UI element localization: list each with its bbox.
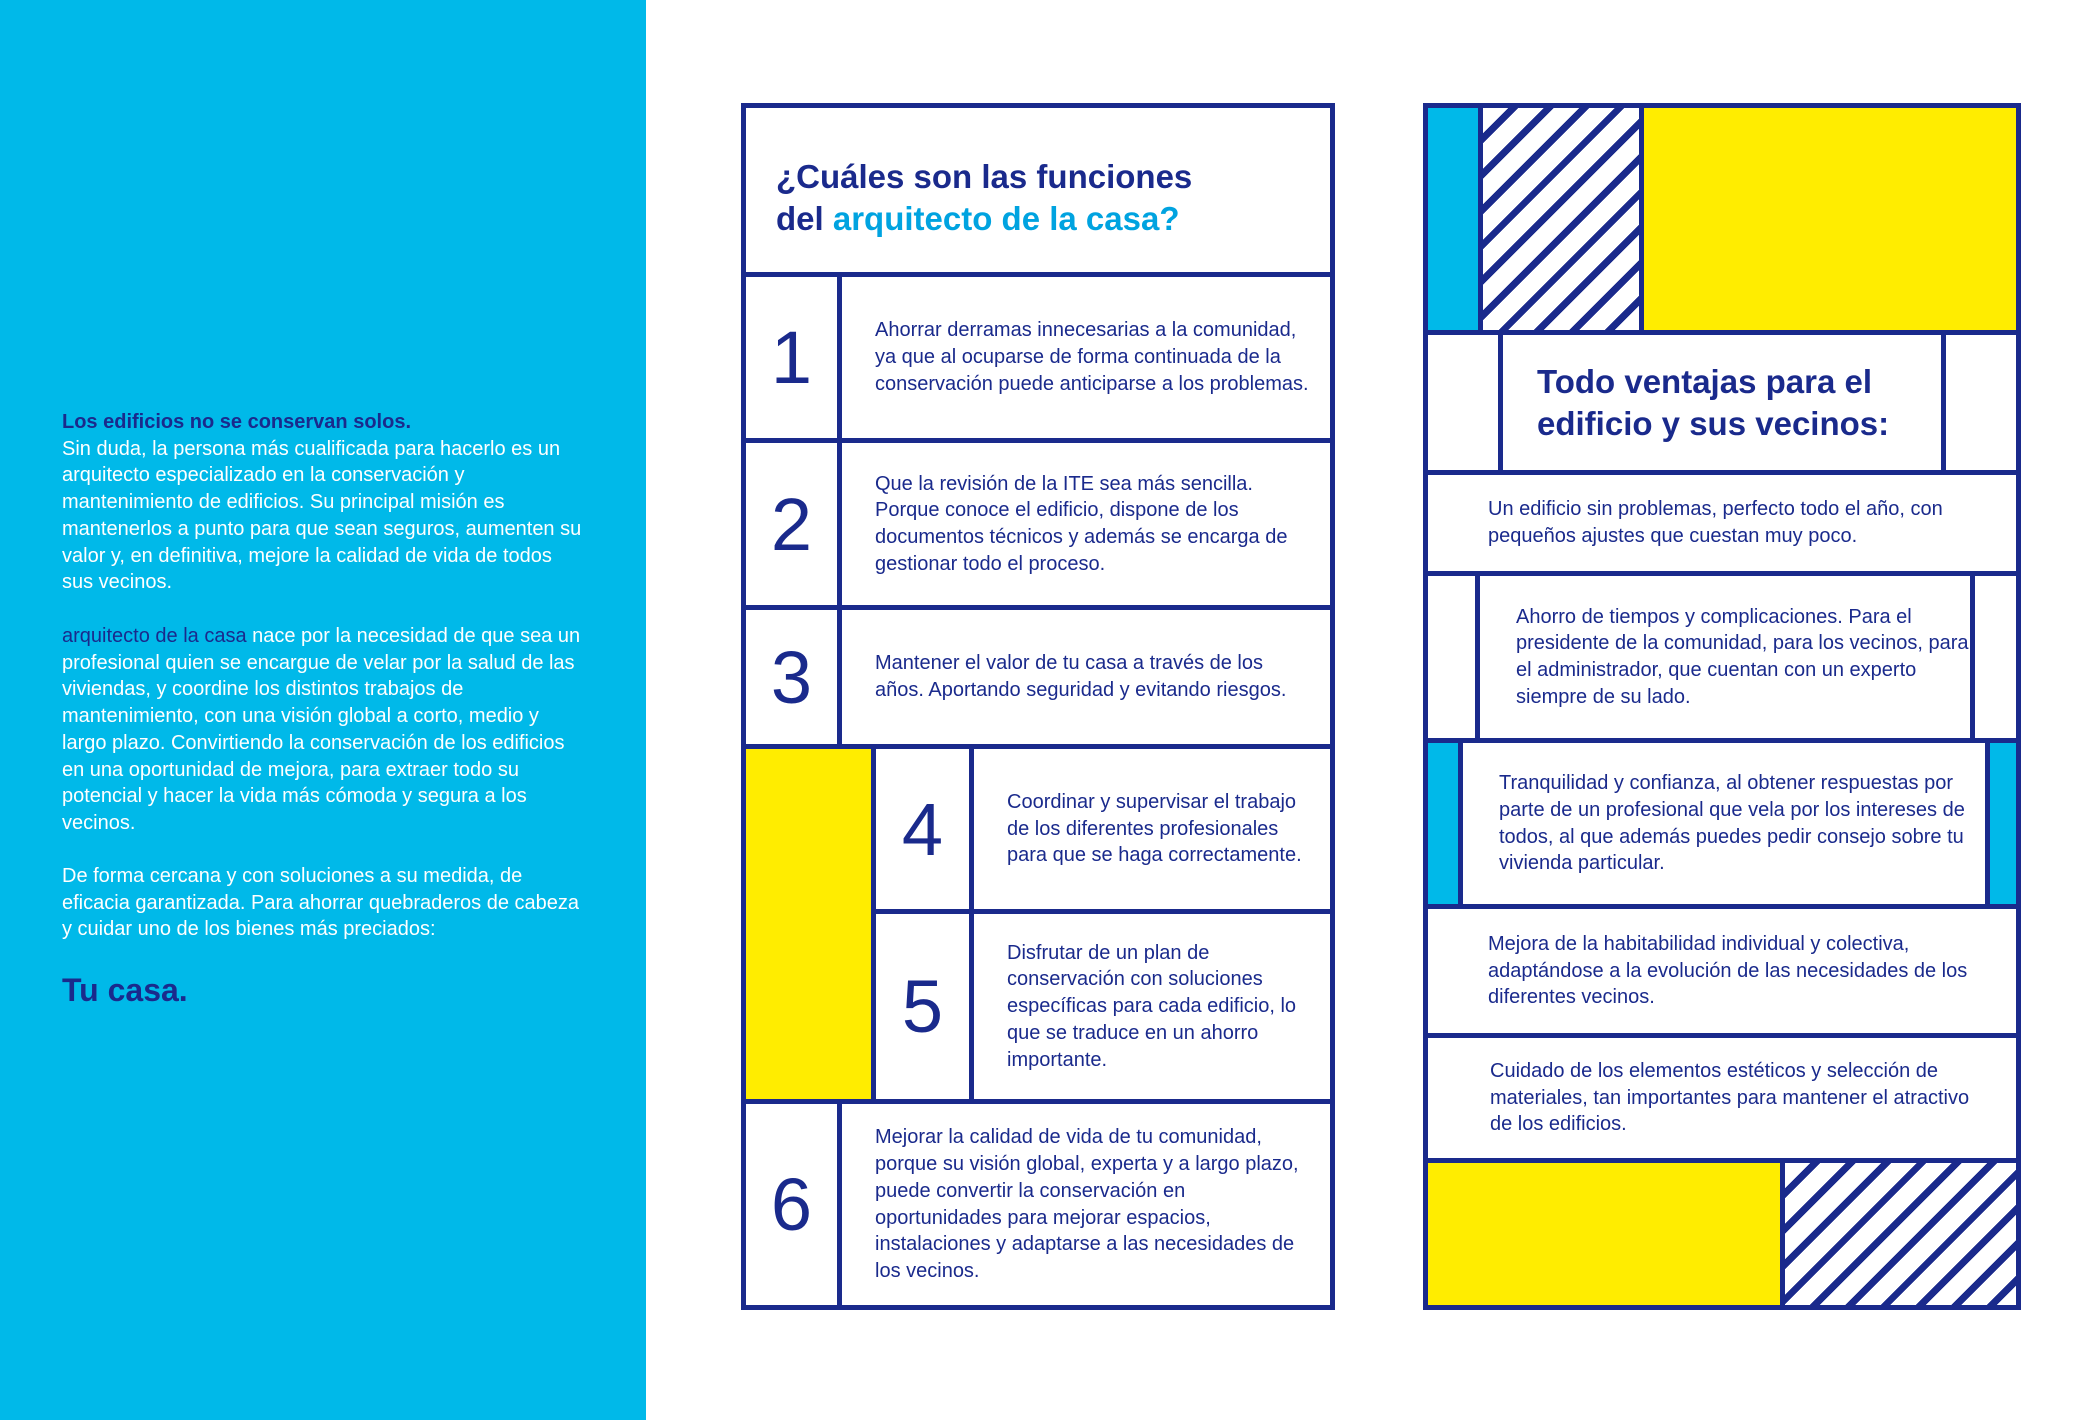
advantage-text: Tranquilidad y confianza, al obtener respuestas por parte de un profesional que vela por los intereses de todos, al que además puedes pedir consejo sobre tu vivienda particular. <box>1499 772 1965 875</box>
function-text: Mejorar la calidad de vida de tu comunidad, porque su visión global, experta y a largo plazo, puede convertir la conservación en oportunidades para mejorar espacios, instalaciones y adaptarse a las necesidades de los vecinos. <box>875 1126 1299 1282</box>
striped-block <box>1780 1158 2021 1310</box>
advantage-item <box>1423 1033 2021 1163</box>
spacer-block <box>1941 330 2021 475</box>
function-item <box>837 605 1335 749</box>
functions-title-line1: ¿Cuáles son las funciones <box>776 158 1193 195</box>
yellow-block <box>741 744 876 1104</box>
about-paragraph <box>62 623 582 837</box>
closing-paragraph: De forma cercana y con soluciones a su medida, de eficacia garantizada. Para ahorrar quebraderos de cabeza y cuidar uno de los bienes más preciados: <box>62 865 579 941</box>
blue-block <box>1985 738 2021 909</box>
functions-title-box <box>741 103 1335 277</box>
advantage-item <box>1475 571 1975 743</box>
spacer-block <box>1970 571 2021 743</box>
about-body: nace por la necesidad de que sea un profesional quien se encargue de velar por la salud de las viviendas, y coordine los distintos trabajos de mantenimiento, con una visión global a corto, medio y largo plazo. Convirtiendo la conservación de los edificios en una oportunidad de mejora, para extraer todo su potencial y hacer la vida más cómoda y segura a los vecinos. <box>62 625 581 834</box>
yellow-block <box>1423 1158 1785 1310</box>
spacer-block <box>1423 330 1503 475</box>
function-number: 4 <box>871 744 974 914</box>
function-text: Ahorrar derramas innecesarias a la comunidad, ya que al ocuparse de forma continuada de la conservación puede anticiparse a los problemas. <box>875 319 1309 395</box>
function-number: 3 <box>741 605 842 749</box>
function-text: Mantener el valor de tu casa a través de los años. Aportando seguridad y evitando riesgos. <box>875 652 1287 701</box>
functions-title-prefix: del <box>776 200 833 237</box>
advantage-item <box>1423 470 2021 576</box>
function-item <box>837 438 1335 610</box>
intro-body: Sin duda, la persona más cualificada para hacerlo es un arquitecto especializado en la conservación y mantenimiento de edificios. Su principal misión es mantenerlos a punto para que sean seguros, aumenten su valor y, en definitiva, mejore la calidad de vida de todos sus vecinos. <box>62 437 582 594</box>
function-item <box>969 744 1335 914</box>
advantages-title-box <box>1498 330 1946 475</box>
closing-headline: Tu casa. <box>62 972 188 1008</box>
advantage-text: Ahorro de tiempos y complicaciones. Para el presidente de la comunidad, para los vecinos, para el administrador, que cuentan con un experto siempre de su lado. <box>1516 605 1969 708</box>
advantage-item <box>1423 904 2021 1038</box>
function-item <box>837 1099 1335 1310</box>
yellow-block <box>1639 103 2021 335</box>
advantage-text: Un edificio sin problemas, perfecto todo el año, con pequeños ajustes que cuestan muy poco. <box>1488 498 1943 547</box>
spacer-block <box>1423 571 1480 743</box>
advantage-text: Mejora de la habitabilidad individual y colectiva, adaptándose a la evolución de las necesidades de los diferentes vecinos. <box>1488 932 1968 1009</box>
function-text: Coordinar y supervisar el trabajo de los diferentes profesionales para que se haga correctamente. <box>1007 790 1302 867</box>
function-item <box>969 909 1335 1104</box>
function-text: Que la revisión de la ITE sea más sencilla. Porque conoce el edificio, dispone de los documentos técnicos y además se encarga de gestionar todo el proceso. <box>875 472 1288 575</box>
functions-title-highlight: arquitecto de la casa? <box>832 200 1180 237</box>
functions-title <box>776 156 1330 240</box>
intro-paragraph <box>62 409 582 596</box>
brand-name: arquitecto de la casa <box>62 625 247 647</box>
function-item <box>837 272 1335 443</box>
left-panel <box>0 0 646 1420</box>
advantage-item <box>1458 738 1990 909</box>
function-text: Disfrutar de un plan de conservación con soluciones específicas para cada edificio, lo que se traduce en un ahorro importante. <box>1007 941 1297 1071</box>
blue-block <box>1423 738 1463 909</box>
function-number: 6 <box>741 1099 842 1310</box>
striped-block <box>1478 103 1644 335</box>
advantages-title: Todo ventajas para el edificio y sus vecinos: <box>1537 362 1890 442</box>
intro-lead: Los edificios no se conservan solos. <box>62 411 411 433</box>
blue-block <box>1423 103 1483 335</box>
advantage-text: Cuidado de los elementos estéticos y selección de materiales, tan importantes para mantener el atractivo de los edificios. <box>1490 1059 1970 1136</box>
function-number: 2 <box>741 438 842 610</box>
function-number: 1 <box>741 272 842 443</box>
function-number: 5 <box>871 909 974 1104</box>
